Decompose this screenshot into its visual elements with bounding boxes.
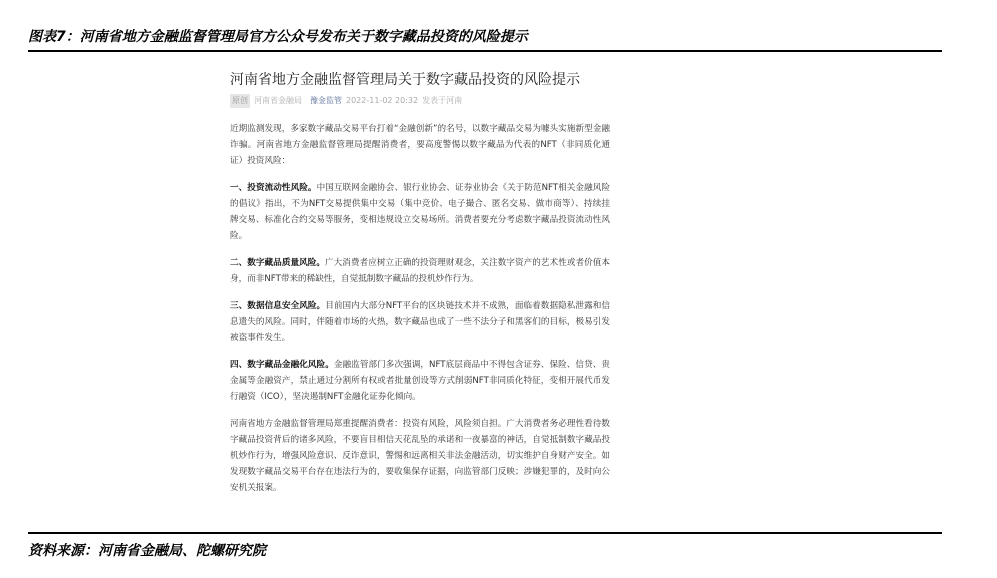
section-heading: 三、数据信息安全风险。 [230, 301, 326, 311]
section-paragraph [230, 357, 610, 405]
article-screenshot [230, 70, 610, 507]
publisher-name: 河南省金融局 [254, 96, 302, 105]
section-heading: 一、投资流动性风险。 [230, 183, 317, 193]
section-body: 目前国内大部分NFT平台的区块链技术并不成熟，面临着数据隐私泄露和信息遗失的风险。同时，伴随着市场的火热，数字藏品也成了一些不法分子和黑客们的目标，极易引发被盗事件发生。 [230, 301, 610, 343]
section-paragraph [230, 298, 610, 346]
section-paragraph [230, 180, 610, 244]
article-title: 河南省地方金融监督管理局关于数字藏品投资的风险提示 [230, 72, 580, 88]
original-badge: 原创 [230, 94, 250, 108]
top-divider [28, 50, 942, 52]
closing-paragraph: 河南省地方金融监督管理局郑重提醒消费者：投资有风险，风险须自担。广大消费者务必理性看待数字藏品投资背后的诸多风险，不要盲目相信天花乱坠的承诺和一夜暴富的神话，自觉抵制数字藏品投机炒作行为，增强风险意识、反诈意识，警惕和远离相关非法金融活动，切实维护自身财产安全。如发现数字藏品交易平台存在违法行为的，要收集保存证据，向监管部门反映；涉嫌犯罪的，及时向公安机关报案。 [230, 419, 610, 493]
article-meta [230, 94, 610, 108]
section-paragraph [230, 255, 610, 287]
intro-paragraph: 近期监测发现，多家数字藏品交易平台打着“金融创新”的名号，以数字藏品交易为噱头实施新型金融诈骗。河南省地方金融监督管理局提醒消费者，要高度警惕以数字藏品为代表的NFT（非同质化通证）投资风险： [230, 124, 610, 166]
section-body: 广大消费者应树立正确的投资理财观念，关注数字资产的艺术性或者价值本身，而非NFT带来的稀缺性，自觉抵制数字藏品的投机炒作行为。 [230, 258, 610, 284]
source-note: 资料来源：河南省金融局、陀螺研究院 [28, 543, 266, 559]
figure-title: 图表7：河南省地方金融监督管理局官方公众号发布关于数字藏品投资的风险提示 [28, 29, 528, 45]
section-heading: 二、数字藏品质量风险。 [230, 258, 326, 268]
publish-datetime: 2022-11-02 20:32 [346, 96, 419, 105]
section-body: 金融监管部门多次强调，NFT底层商品中不得包含证券、保险、信贷、贵金属等金融资产，禁止通过分割所有权或者批量创设等方式削弱NFT非同质化特征，变相开展代币发行融资（ICO），坚决遏制NFT金融化证券化倾向。 [230, 360, 610, 402]
bottom-divider [28, 532, 942, 534]
account-link[interactable]: 豫金监管 [310, 96, 342, 105]
section-body: 中国互联网金融协会、银行业协会、证券业协会《关于防范NFT相关金融风险的倡议》指出，不为NFT交易提供集中交易（集中竞价、电子撮合、匿名交易、做市商等）、持续挂牌交易、标准化合约交易等服务，变相违规设立交易场所。消费者要充分考虑数字藏品投资流动性风险。 [230, 183, 610, 241]
publish-location: 发表于河南 [422, 96, 463, 105]
section-heading: 四、数字藏品金融化风险。 [230, 360, 334, 370]
